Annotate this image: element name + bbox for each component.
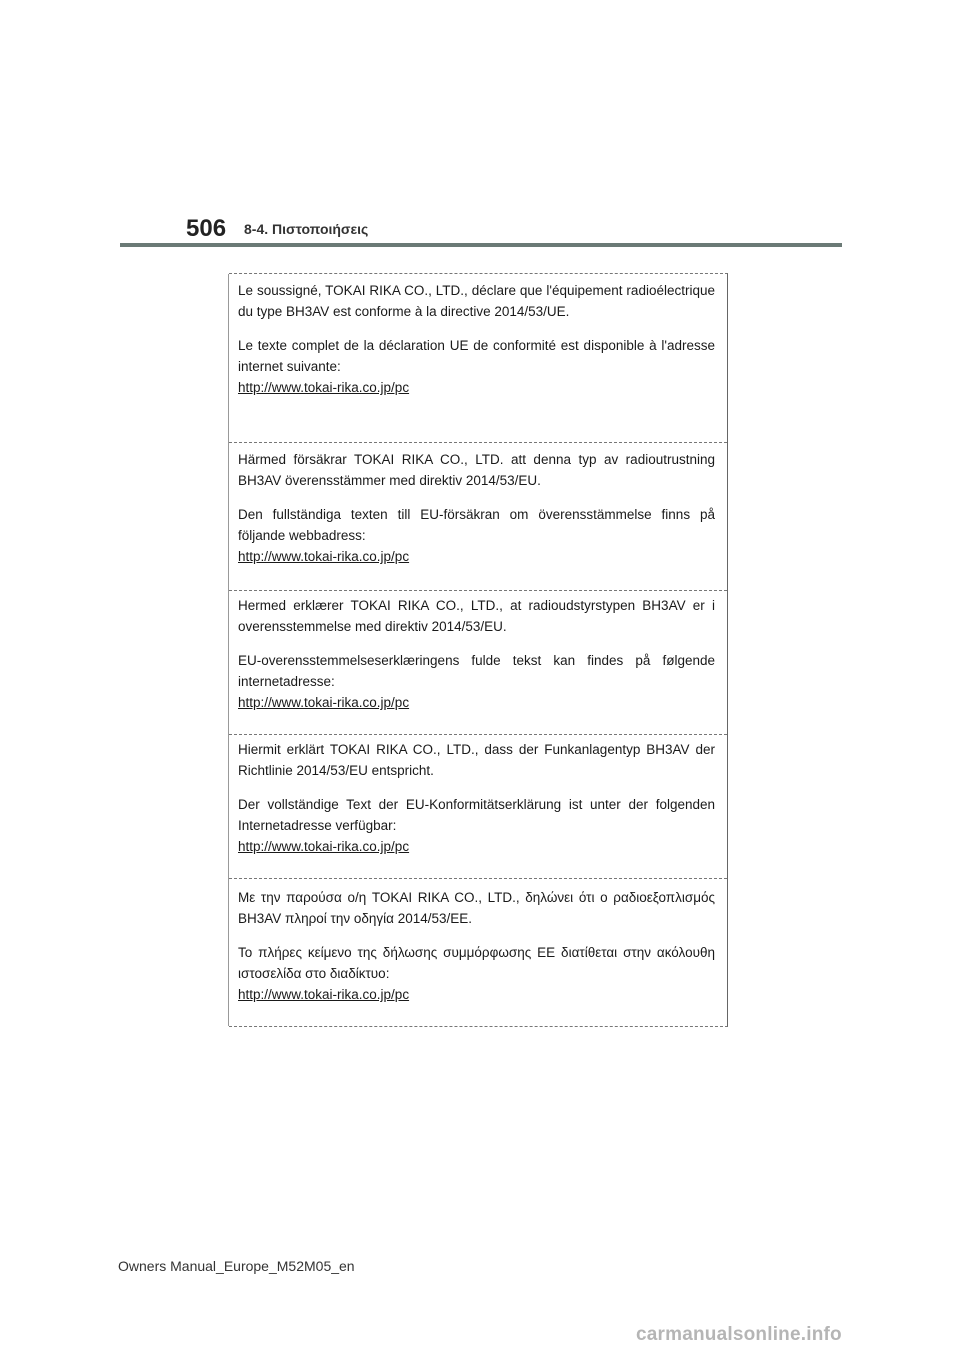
- declaration-block-da: [229, 590, 727, 736]
- declaration-text-sv: Härmed försäkrar TOKAI RIKA CO., LTD. att denna typ av radioutrustning BH3AV överensstämmer med direktiv 2014/53/EU.: [238, 452, 715, 488]
- declaration-url-da[interactable]: http://www.tokai-rika.co.jp/pc: [238, 695, 410, 710]
- declaration-availability-de: Der vollständige Text der EU-Konformitätserklärung ist unter der folgenden Internetadresse verfügbar:: [238, 797, 715, 833]
- declaration-text-el: Με την παρούσα ο/η TOKAI RIKA CO., LTD., δηλώνει ότι ο ραδιοεξοπλισμός BH3AV πληροί την οδηγία 2014/53/ΕΕ.: [238, 890, 715, 926]
- declarations-box: [229, 273, 728, 1027]
- declaration-url-de[interactable]: http://www.tokai-rika.co.jp/pc: [238, 839, 410, 854]
- declaration-block-el: [229, 878, 727, 1024]
- watermark: carmanualsonline.info: [636, 1324, 842, 1345]
- manual-id: Owners Manual_Europe_M52M05_en: [118, 1258, 355, 1274]
- declaration-availability-fr: Le texte complet de la déclaration UE de conformité est disponible à l'adresse internet suivante:: [238, 338, 715, 374]
- declaration-text-fr: Le soussigné, TOKAI RIKA CO., LTD., déclare que l'équipement radioélectrique du type BH3AV est conforme à la directive 2014/53/UE.: [238, 283, 715, 319]
- declaration-block-sv: [229, 442, 727, 588]
- declaration-availability-da: EU-overensstemmelseserklæringens fulde tekst kan findes på følgende internetadresse:: [238, 653, 715, 689]
- page-number: 506: [186, 215, 227, 242]
- declaration-block-de: [229, 734, 727, 878]
- declaration-availability-sv: Den fullständiga texten till EU-försäkran om överensstämmelse finns på följande webbadress:: [238, 507, 715, 543]
- declaration-url-el[interactable]: http://www.tokai-rika.co.jp/pc: [238, 987, 410, 1002]
- declaration-text-da: Hermed erklærer TOKAI RIKA CO., LTD., at radioudstyrstypen BH3AV er i overensstemmelse med direktiv 2014/53/EU.: [238, 598, 715, 634]
- declaration-url-sv[interactable]: http://www.tokai-rika.co.jp/pc: [238, 549, 410, 564]
- declaration-block-fr: [229, 280, 727, 422]
- declaration-url-fr[interactable]: http://www.tokai-rika.co.jp/pc: [238, 380, 410, 395]
- section-title: 8-4. Πιστοποιήσεις: [244, 221, 369, 237]
- declaration-availability-el: Το πλήρες κείμενο της δήλωσης συμμόρφωσης ΕΕ διατίθεται στην ακόλουθη ιστοσελίδα στο διαδίκτυο:: [238, 945, 715, 981]
- declaration-text-de: Hiermit erklärt TOKAI RIKA CO., LTD., dass der Funkanlagentyp BH3AV der Richtlinie 2014/53/EU entspricht.: [238, 742, 715, 778]
- header-divider: [120, 243, 842, 247]
